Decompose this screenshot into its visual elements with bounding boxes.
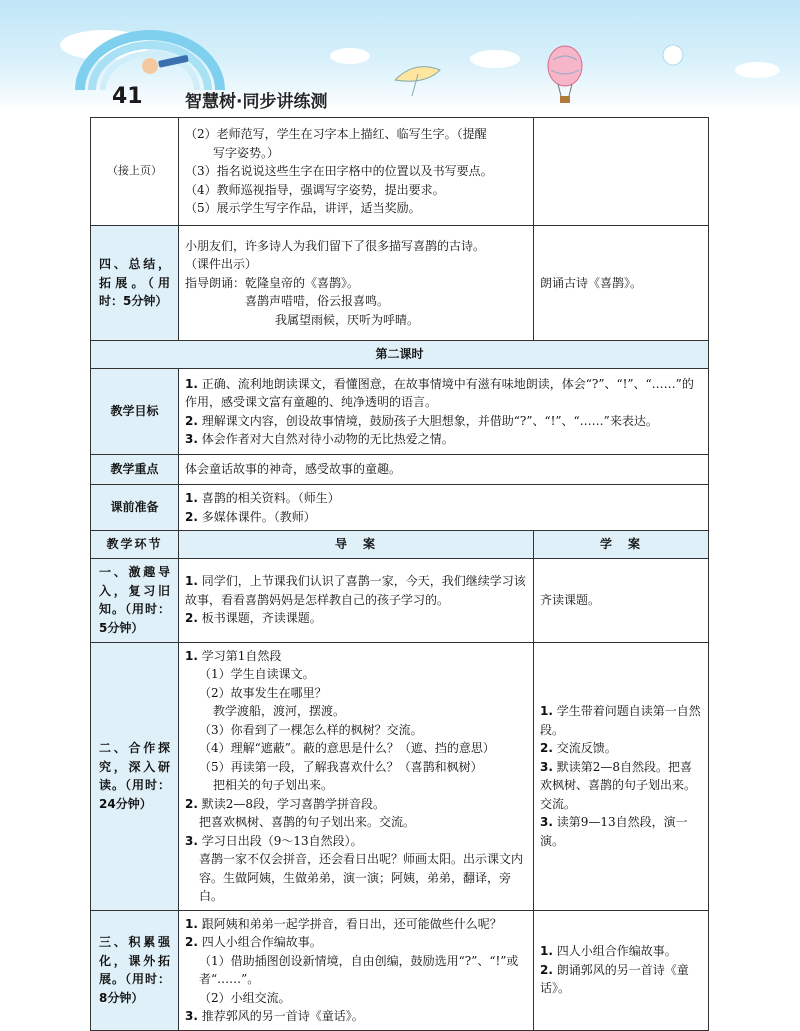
study-cell: 朗诵古诗《喜鹊》。 bbox=[534, 226, 709, 341]
guide-cell bbox=[179, 558, 534, 642]
prep-cell bbox=[179, 485, 709, 531]
list-item: 1. 学习第1自然段 bbox=[185, 648, 282, 663]
stage-cell: 二、合作探究，深入研读。（用时：24分钟） bbox=[91, 642, 179, 910]
study-cell bbox=[534, 642, 709, 910]
list-item: （4）理解“遮蔽”。蔽的意思是什么？（遮、挡的意思） bbox=[199, 741, 495, 755]
list-item: （1）学生自读课文。 bbox=[199, 667, 315, 681]
text-line: （2）老师范写，学生在习字本上描红、临写生字。（提醒 bbox=[185, 127, 487, 142]
poem-line: 喜鹊声唶唶，俗云报喜鸣。 bbox=[245, 294, 390, 309]
poem-line: 我属望雨候，厌听为呼晴。 bbox=[275, 312, 420, 327]
stage-cell: 一、激趣导入，复习旧知。（用时：5分钟） bbox=[91, 558, 179, 642]
guide-cell bbox=[179, 642, 534, 910]
text-line: 写字姿势。） bbox=[213, 145, 280, 160]
text-line: （4）教师巡视指导，强调写字姿势，提出要求。 bbox=[185, 182, 445, 197]
column-header: 教学环节 bbox=[91, 531, 179, 559]
list-item: 1. 喜鹊的相关资料。（师生） bbox=[185, 491, 340, 505]
table-row bbox=[91, 226, 709, 341]
list-item: 教学渡船，渡河，摆渡。 bbox=[213, 704, 346, 718]
list-item: 2. 多媒体课件。（教师） bbox=[185, 509, 316, 524]
list-item: 3. 体会作者对大自然对待小动物的无比热爱之情。 bbox=[185, 432, 454, 446]
guide-cell bbox=[179, 910, 534, 1030]
page-number: 41 bbox=[112, 84, 143, 109]
table-row bbox=[91, 341, 709, 369]
study-cell bbox=[534, 910, 709, 1030]
focus-label: 教学重点 bbox=[91, 455, 179, 485]
kite-icon bbox=[395, 67, 440, 96]
page-header-banner bbox=[0, 0, 800, 112]
list-item: 1. 四人小组合作编故事。 bbox=[540, 944, 677, 959]
list-item: 2. 理解课文内容，创设故事情境，鼓励孩子大胆想象，并借助“?”、“!”、“……”来表达。 bbox=[185, 413, 658, 428]
table-row bbox=[91, 485, 709, 531]
list-item: 1. 同学们，上节课我们认识了喜鹊一家，今天，我们继续学习该故事，看看喜鹊妈妈是怎样教自己的孩子学习的。 bbox=[185, 574, 526, 607]
list-item: 2. 默读2—8段，学习喜鹊学拼音段。 bbox=[185, 796, 386, 811]
text-line: （3）指名说说这些生字在田字格中的位置以及书写要点。 bbox=[185, 164, 493, 179]
stage-cell: 三、积累强化，课外拓展。（用时：8分钟） bbox=[91, 910, 179, 1030]
table-row bbox=[91, 369, 709, 455]
list-item: 2. 朗诵郭风的另一首诗《童话》。 bbox=[540, 962, 689, 996]
text-line: 指导朗诵：乾隆皇帝的《喜鹊》。 bbox=[185, 275, 360, 290]
list-item: 3. 读第9—13自然段，演一演。 bbox=[540, 815, 688, 848]
list-item: （1）借助插图创设新情境，自由创编，鼓励选用“?”、“!”或者“……”。 bbox=[199, 953, 519, 986]
list-item: 2. 四人小组合作编故事。 bbox=[185, 935, 322, 949]
goals-label: 教学目标 bbox=[91, 369, 179, 455]
study-cell: 齐读课题。 bbox=[534, 558, 709, 642]
table-row bbox=[91, 118, 709, 226]
table-row bbox=[91, 910, 709, 1030]
list-item: （2）故事发生在哪里？ bbox=[199, 685, 327, 700]
list-item: （2）小组交流。 bbox=[199, 990, 291, 1005]
prep-label: 课前准备 bbox=[91, 485, 179, 531]
text-line: （课件出示） bbox=[185, 257, 258, 272]
list-item: （3）你看到了一棵怎么样的枫树？交流。 bbox=[199, 722, 423, 737]
study-cell bbox=[534, 118, 709, 226]
list-item: 3. 推荐郭风的另一首诗《童话》。 bbox=[185, 1009, 364, 1023]
guide-cell bbox=[179, 226, 534, 341]
guide-cell bbox=[179, 118, 534, 226]
focus-cell: 体会童话故事的神奇，感受故事的童趣。 bbox=[179, 455, 709, 485]
column-header: 学 案 bbox=[534, 531, 709, 559]
list-item: 喜鹊一家不仅会拼音，还会看日出呢？师画太阳。出示课文内容。生做阿姨，生做弟弟，演一演；阿姨，弟弟，翻译，旁白。 bbox=[199, 852, 524, 903]
list-item: 3. 学习日出段（9～13自然段）。 bbox=[185, 833, 363, 848]
list-item: 1. 跟阿姨和弟弟一起学拼音，看日出，还可能做些什么呢？ bbox=[185, 916, 502, 931]
list-item: 2. 交流反馈。 bbox=[540, 741, 617, 755]
table-row bbox=[91, 558, 709, 642]
list-item: （5）再读第一段，了解我喜欢什么？（喜鹊和枫树） bbox=[199, 759, 483, 774]
list-item: 1. 正确、流利地朗读课文，看懂图意，在故事情境中有滋有味地朗读，体会“?”、“!”、“……”的作用，感受课文富有童趣的、纯净透明的语言。 bbox=[185, 376, 694, 409]
text-line: 小朋友们，许多诗人为我们留下了很多描写喜鹊的古诗。 bbox=[185, 238, 486, 253]
stage-cell: （接上页） bbox=[91, 118, 179, 226]
sun-icon bbox=[663, 45, 683, 65]
table-header-row bbox=[91, 531, 709, 559]
goals-cell bbox=[179, 369, 709, 455]
list-item: 2. 板书课题，齐读课题。 bbox=[185, 611, 322, 626]
lesson-plan-table bbox=[90, 117, 709, 1031]
table-row bbox=[91, 455, 709, 485]
list-item: 把相关的句子划出来。 bbox=[213, 778, 334, 792]
column-header: 导 案 bbox=[179, 531, 534, 559]
text-line: （5）展示学生写字作品，讲评，适当奖励。 bbox=[185, 201, 421, 216]
list-item: 3. 默读第2—8自然段。把喜欢枫树、喜鹊的句子划出来。交流。 bbox=[540, 759, 697, 811]
section-title: 第二课时 bbox=[91, 341, 709, 369]
book-title: 智慧树·同步讲练测 bbox=[185, 92, 328, 112]
list-item: 把喜欢枫树、喜鹊的句子划出来。交流。 bbox=[199, 815, 416, 829]
hot-air-balloon-icon bbox=[548, 46, 582, 103]
stage-cell: 四、总结，拓展。（用时：5分钟） bbox=[91, 226, 179, 341]
table-row bbox=[91, 642, 709, 910]
list-item: 1. 学生带着问题自读第一自然段。 bbox=[540, 704, 701, 737]
